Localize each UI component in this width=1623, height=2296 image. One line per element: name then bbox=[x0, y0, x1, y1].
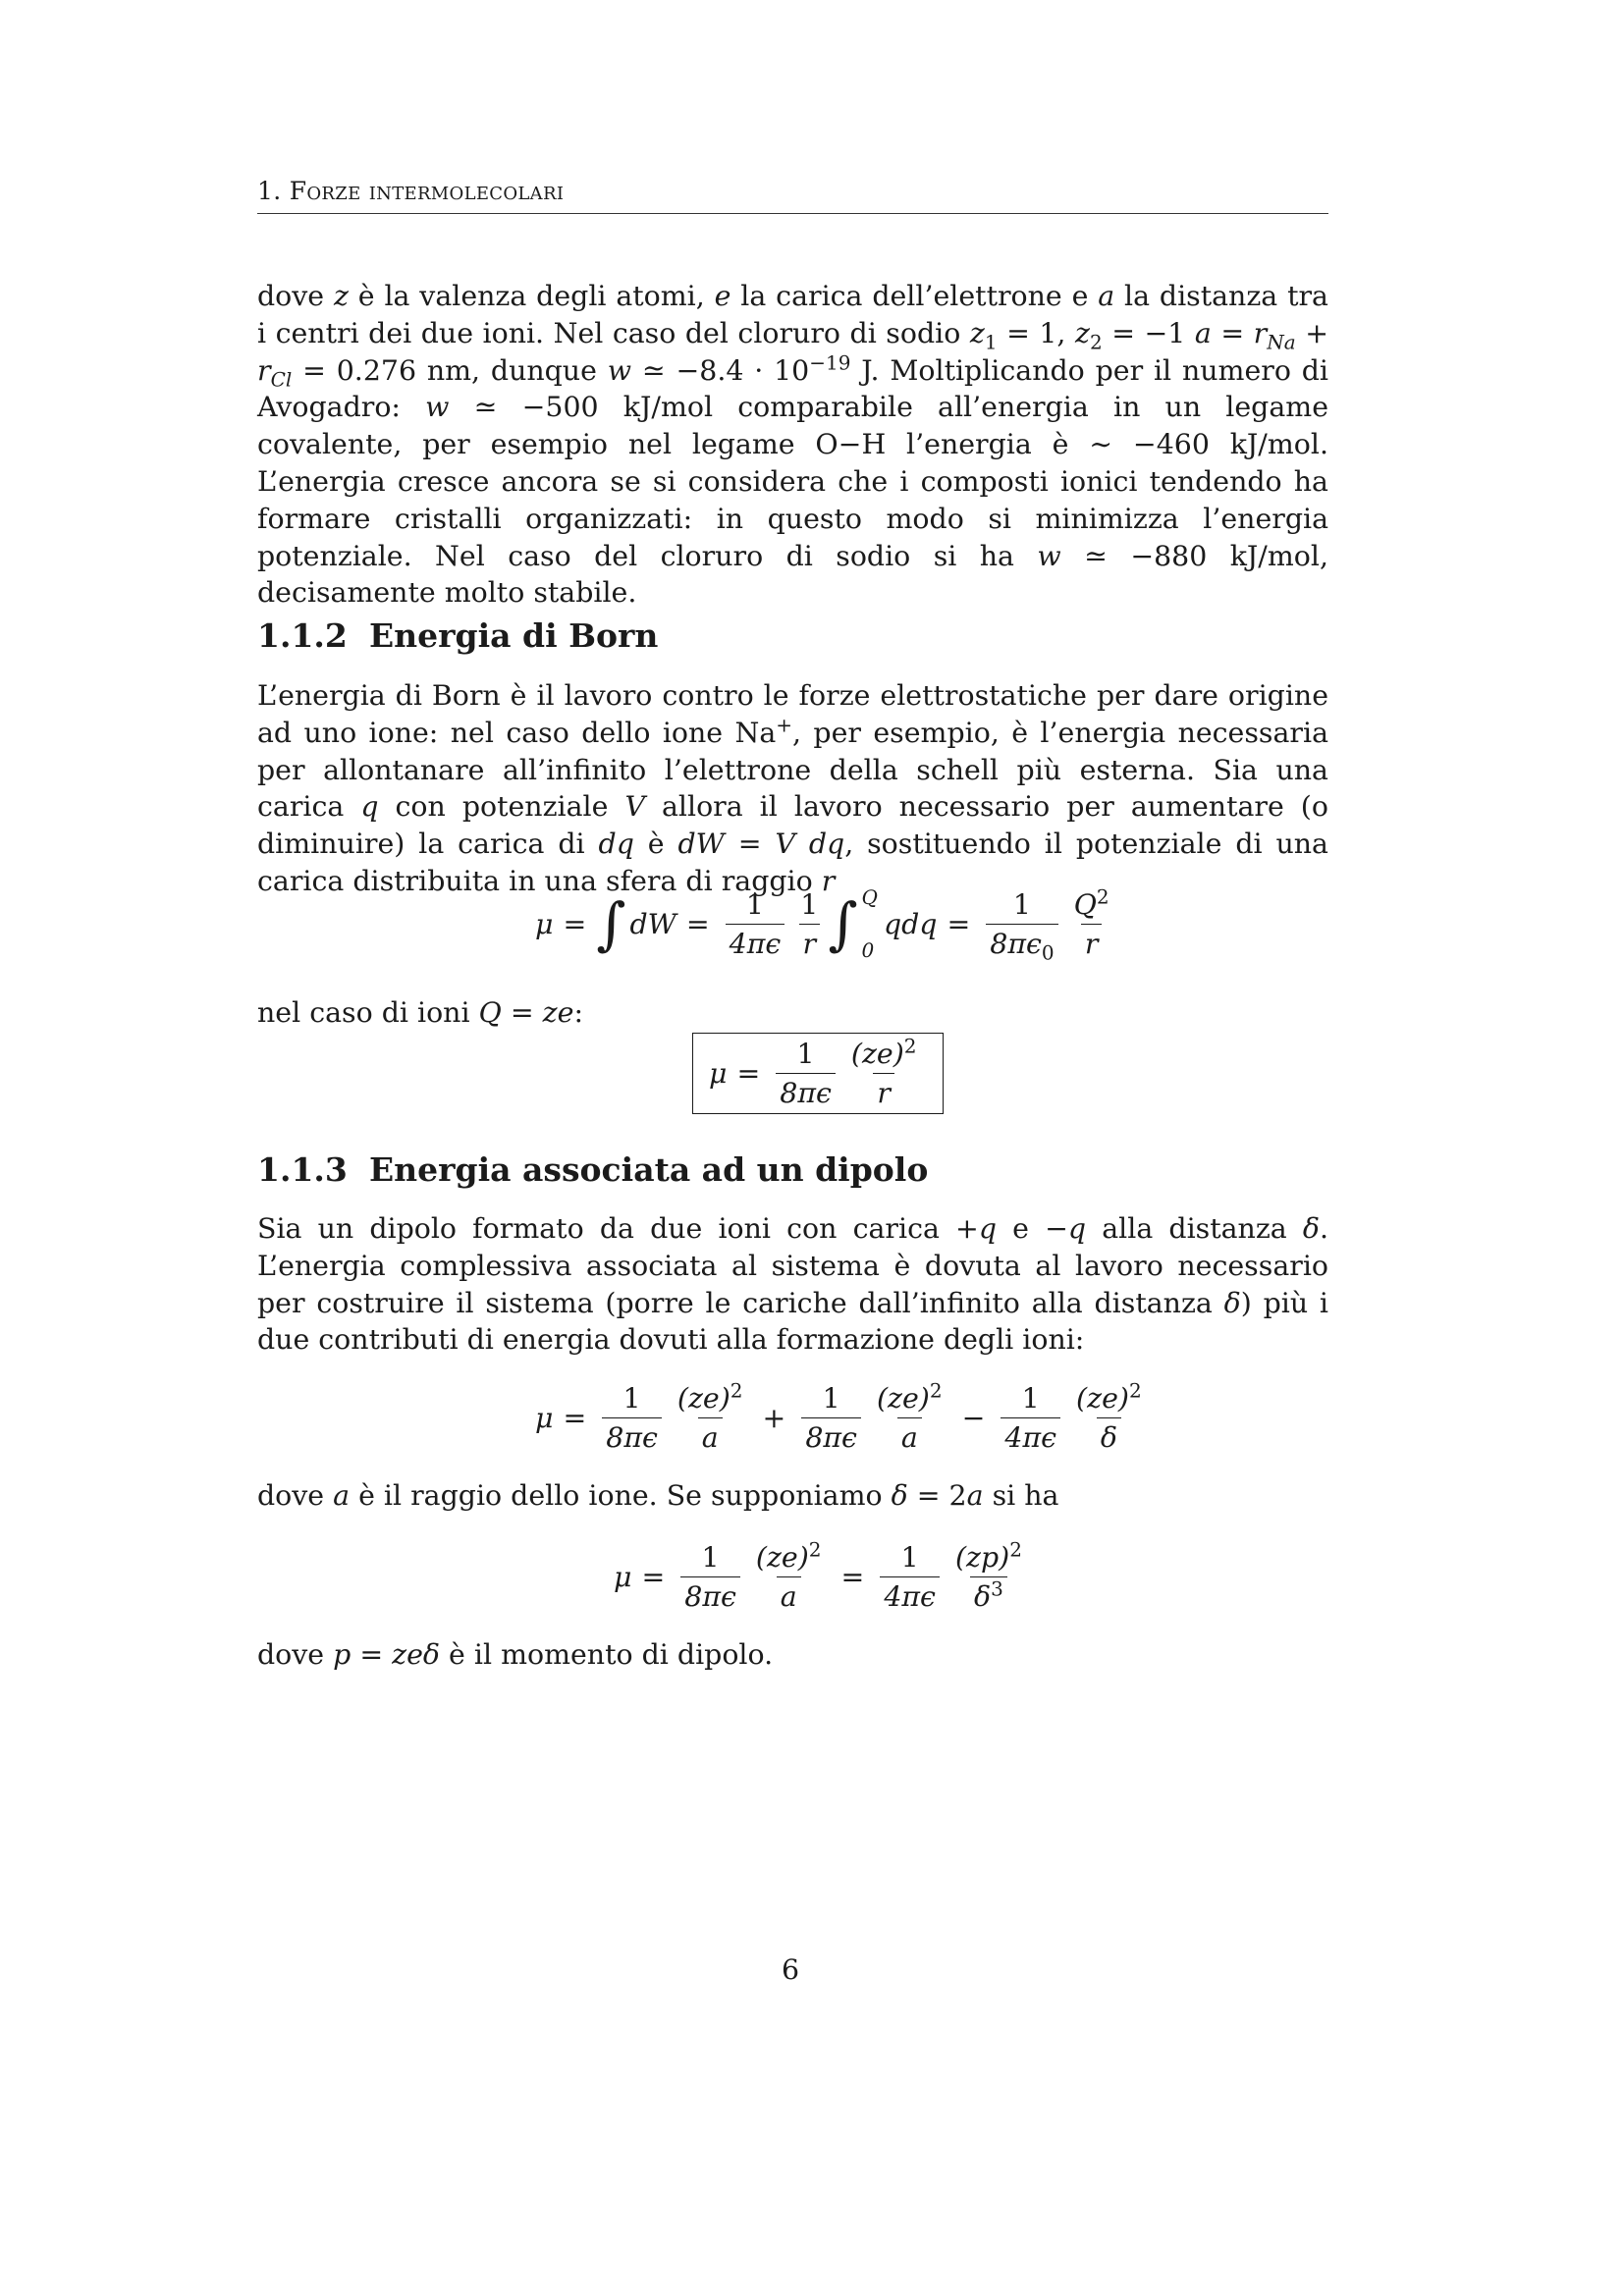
equation-born-integral: μ = ∫ dW = $\frac{1}{4\pi\epsilon}$ $\frac{1}{r}$ ∫ Q 0 qdq = $\frac{1}{8\pi\epsilon_0}$ $\frac{Q^2}{r}$ bbox=[535, 884, 1109, 965]
paragraph-ionic-energy: dove z è la valenza degli atomi, e la carica dell’elettrone e a la distanza tra i centri dei due ioni. Nel caso del cloruro di sodio $z_1 = 1$, $z_2 = -1$ $a = r_{Na} + r_{Cl} = 0.276$ nm, dunque w ≃ $-8.4 \cdot 10^{-19}$ J. Moltiplicando per il numero di Avogadro: w ≃ −500 kJ/mol comparabile all’energia in un legame covalente, per esempio nel legame O−H l’energia è ∼ −460 kJ/mol. L’energia cresce ancora se si considera che i composti ionici tendendo ha formare cristalli organizzati: in questo modo si minimizza l’energia potenziale. Nel caso del cloruro di sodio si ha w ≃ −880 kJ/mol, decisamente molto stabile. bbox=[257, 280, 1329, 610]
paragraph-dipole-definition: dove p = zeδ è il momento di dipolo. bbox=[257, 1638, 774, 1671]
header-rule bbox=[257, 213, 1328, 214]
section-heading-1-1-2: 1.1.2 Energia di Born bbox=[257, 616, 659, 655]
boxed-equation-born: μ = $\frac{1}{8\pi\epsilon}$ $\frac{(ze)^2}{r}$ bbox=[692, 1033, 944, 1114]
paragraph-dipole-energy: Sia un dipolo formato da due ioni con carica +q e −q alla distanza δ. L’energia complessiva associata al sistema è dovuta al lavoro necessario per costruire il sistema (porre le cariche dall’infinito alla distanza δ) più i due contributi di energia dovuti alla formazione degli ioni: bbox=[257, 1212, 1328, 1357]
page-number: 6 bbox=[781, 1953, 800, 1986]
equation-dipole-moment: μ = $\frac{1}{8\pi\epsilon}$ $\frac{(ze)^2}{a}$ = $\frac{1}{4\pi\epsilon}$ $\frac{(zp)^2}{\delta^3}$ bbox=[614, 1537, 1022, 1613]
section-heading-1-1-3: 1.1.3 Energia associata ad un dipolo bbox=[257, 1150, 929, 1189]
chapter-title: Forze intermolecolari bbox=[289, 177, 565, 205]
paragraph-born-energy: L’energia di Born è il lavoro contro le forze elettrostatiche per dare origine ad uno ione: nel caso dello ione Na+, per esempio, è l’energia necessaria per allontanare all’infinito l’elettrone della schell più esterna. Sia una carica q con potenziale V allora il lavoro necessario per aumentare (o diminuire) la carica di dq è dW = V dq, sostituendo il potenziale di una carica distribuita in una sfera di raggio r bbox=[257, 679, 1328, 897]
chapter-number: 1. bbox=[257, 177, 290, 205]
equation-dipole-energy: μ = $\frac{1}{8\pi\epsilon}$ $\frac{(ze)^2}{a}$ + $\frac{1}{8\pi\epsilon}$ $\frac{(ze)^2}{a}$ − $\frac{1}{4\pi\epsilon}$ $\frac{(ze)^2}{\delta}$ bbox=[535, 1378, 1142, 1454]
paragraph-ion-radius: dove a è il raggio dello ione. Se supponiamo δ = 2a si ha bbox=[257, 1479, 1059, 1512]
paragraph-ions-case: nel caso di ioni Q = ze: bbox=[257, 996, 584, 1029]
running-head bbox=[257, 177, 1328, 205]
